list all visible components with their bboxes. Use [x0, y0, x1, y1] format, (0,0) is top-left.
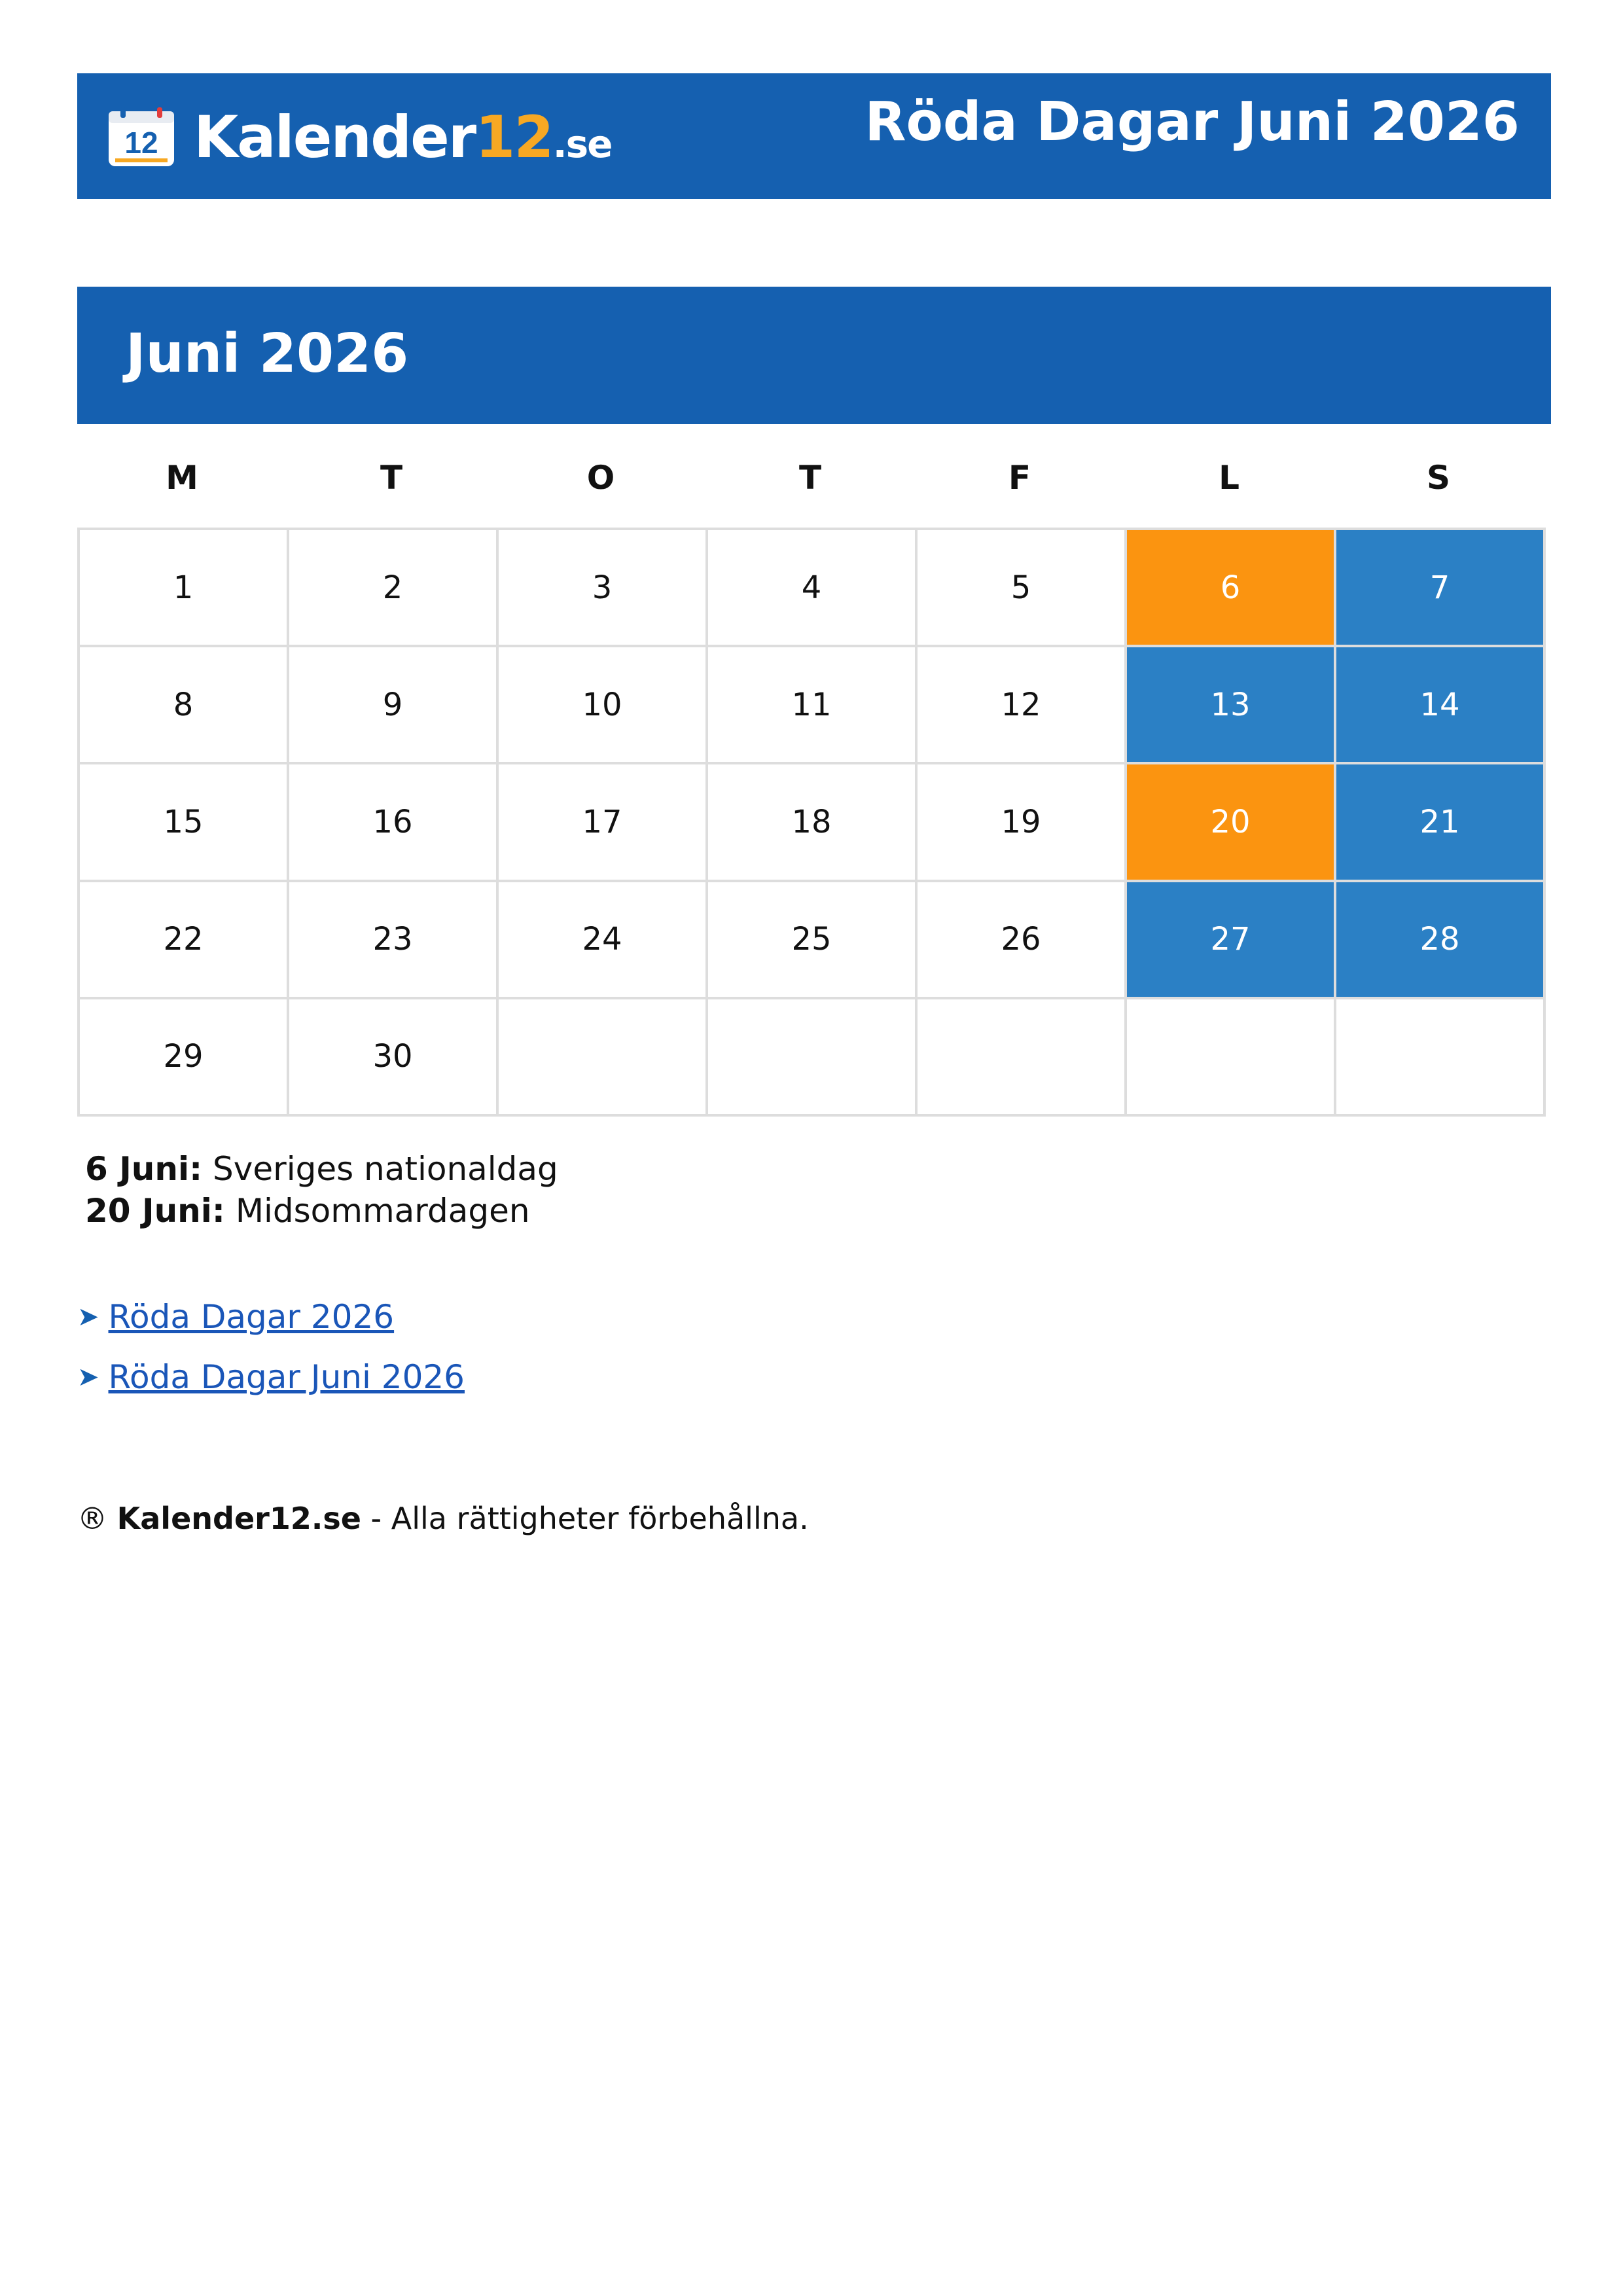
footer-text: - Alla rättigheter förbehållna.	[370, 1501, 809, 1536]
weekday-label: F	[1008, 459, 1031, 497]
empty-day-cell	[1336, 999, 1546, 1117]
day-cell: 23	[289, 882, 499, 999]
calendar-logo-icon	[106, 106, 178, 169]
empty-day-cell	[1127, 999, 1336, 1117]
day-cell: 4	[708, 530, 918, 647]
footer-brand: Kalender12.se	[116, 1501, 361, 1536]
day-cell: 10	[499, 647, 708, 764]
holiday-item	[85, 1148, 558, 1190]
calendar-grid	[77, 528, 1546, 1117]
month-header	[77, 287, 1551, 424]
month-title: Juni 2026	[126, 323, 409, 385]
day-cell: 2	[289, 530, 499, 647]
registered-symbol: ®	[77, 1501, 107, 1536]
day-cell: 25	[708, 882, 918, 999]
logo-number: 12	[475, 103, 553, 171]
link-roda-dagar-juni-2026[interactable]: Röda Dagar Juni 2026	[108, 1358, 465, 1396]
day-cell: 1	[80, 530, 289, 647]
weekday-label: L	[1219, 459, 1240, 497]
day-cell: 14	[1336, 647, 1546, 764]
link-item	[77, 1287, 465, 1347]
weekday-label: T	[380, 459, 403, 497]
empty-day-cell	[499, 999, 708, 1117]
day-cell: 18	[708, 764, 918, 882]
footer	[77, 1498, 809, 1539]
day-cell: 22	[80, 882, 289, 999]
arrow-right-icon: ➤	[77, 1362, 99, 1392]
weekday-label: O	[586, 459, 615, 497]
weekday-row	[77, 452, 1543, 504]
day-cell: 3	[499, 530, 708, 647]
link-roda-dagar-2026[interactable]: Röda Dagar 2026	[108, 1298, 395, 1336]
day-cell: 17	[499, 764, 708, 882]
day-cell: 6	[1127, 530, 1336, 647]
day-cell: 21	[1336, 764, 1546, 882]
empty-day-cell	[708, 999, 918, 1117]
day-cell: 9	[289, 647, 499, 764]
weekday-label: M	[166, 459, 198, 497]
holiday-date: 20 Juni:	[85, 1192, 225, 1230]
day-cell: 5	[918, 530, 1127, 647]
day-cell: 19	[918, 764, 1127, 882]
day-cell: 12	[918, 647, 1127, 764]
logo-wordmark	[194, 103, 612, 171]
holiday-name: Sveriges nationaldag	[213, 1150, 558, 1188]
day-cell: 24	[499, 882, 708, 999]
empty-day-cell	[918, 999, 1127, 1117]
page-title: Röda Dagar Juni 2026	[865, 91, 1520, 153]
day-cell: 20	[1127, 764, 1336, 882]
day-cell: 15	[80, 764, 289, 882]
logo-tld: .se	[552, 122, 612, 166]
day-cell: 28	[1336, 882, 1546, 999]
weekday-label: S	[1426, 459, 1450, 497]
arrow-right-icon: ➤	[77, 1302, 99, 1332]
day-cell: 30	[289, 999, 499, 1117]
link-item	[77, 1347, 465, 1407]
day-cell: 13	[1127, 647, 1336, 764]
holiday-date: 6 Juni:	[85, 1150, 203, 1188]
day-cell: 27	[1127, 882, 1336, 999]
logo-icon-number: 12	[124, 126, 158, 160]
day-cell: 16	[289, 764, 499, 882]
related-links	[77, 1287, 465, 1407]
page-header	[77, 73, 1551, 199]
weekday-label: T	[798, 459, 822, 497]
day-cell: 7	[1336, 530, 1546, 647]
holiday-list	[85, 1148, 558, 1232]
day-cell: 11	[708, 647, 918, 764]
holiday-item	[85, 1190, 558, 1232]
logo-name: Kalender	[194, 103, 476, 171]
site-logo[interactable]	[106, 102, 612, 173]
holiday-name: Midsommardagen	[235, 1192, 530, 1230]
day-cell: 26	[918, 882, 1127, 999]
day-cell: 8	[80, 647, 289, 764]
day-cell: 29	[80, 999, 289, 1117]
